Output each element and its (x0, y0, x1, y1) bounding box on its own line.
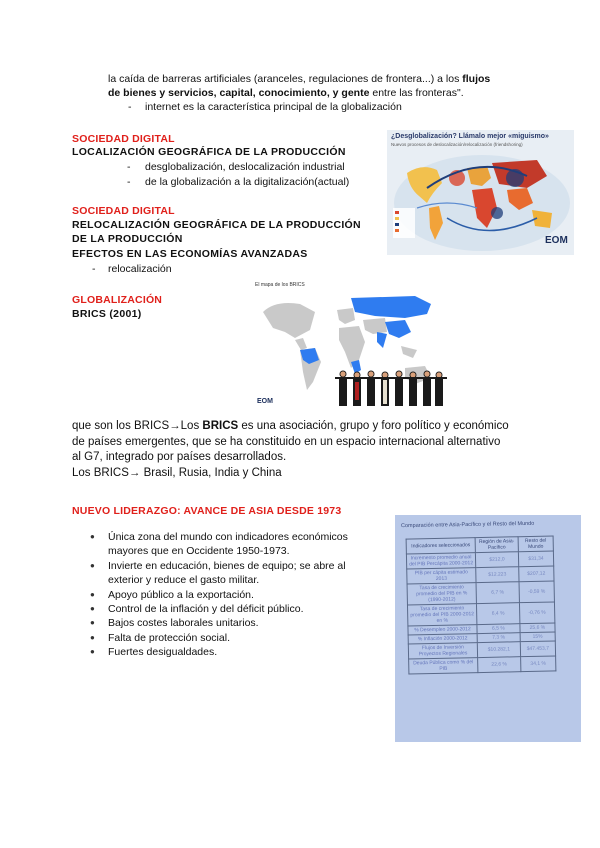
section2-item: relocalización (108, 263, 172, 275)
list-item: ● Bajos costes laborales unitarios. (90, 616, 380, 630)
brics-map (255, 282, 447, 410)
list-item: ● Falta de protección social. (90, 631, 380, 645)
table-cell: -0,76 % (519, 602, 555, 624)
comparison-table (406, 535, 557, 674)
table-cell: Incremento promedio anual del PIB Percápita 2000-2012 (406, 553, 475, 569)
section1-item: desglobalización, deslocalización industrial (145, 161, 345, 173)
dash-marker: - (127, 176, 131, 188)
intro-bold: flujos (462, 73, 491, 85)
section1-item: de la globalización a la digitalización(actual) (145, 176, 350, 188)
table-cell: Tasa de crecimiento promedio del PIB 2000-2012 en % (407, 604, 476, 626)
table-cell: PIB per cápita estimado 2013 (407, 568, 476, 584)
table-cell: 6,7 % (476, 582, 519, 604)
brics-line-3: al G7, integrado por países desarrollados. (72, 451, 287, 464)
table-header: Región de Asia-Pacífico (475, 537, 518, 553)
table-cell: % Inflación 2000-2012 (408, 634, 477, 644)
table-cell: $12.223 (476, 567, 519, 583)
section4-tag: NUEVO LIDERAZGO: AVANCE DE ASIA DESDE 1973 (72, 505, 342, 517)
intro-text: la caída de barreras artificiales (aranceles, regulaciones de frontera...) a los (108, 73, 463, 85)
table-cell: $212,0 (475, 552, 518, 568)
list-item: ● Invierte en educación, bienes de equipo; se abre al exterior y reduce el gasto militar. (90, 559, 380, 588)
table-cell: -0,59 % (519, 581, 555, 603)
table-cell: 34,1 % (520, 656, 555, 672)
map1-logo: EOM (545, 235, 568, 246)
section1-tag: SOCIEDAD DIGITAL (72, 133, 175, 145)
brics-line-4: Los BRICS→ Brasil, Rusia, India y China (72, 466, 282, 479)
dash-marker: - (128, 101, 132, 113)
brics-line-1 (72, 419, 522, 435)
intro-text-2: entre las fronteras". (369, 87, 464, 99)
table-cell: $47.453,7 (520, 641, 555, 657)
list-item: ● Única zona del mundo con indicadores económicos mayores que en Occidente 1950-1973. (90, 530, 380, 559)
table-cell: 7,3 % (477, 633, 520, 643)
intro-line-1 (108, 73, 528, 86)
table-cell: Tasa de crecimiento promedio del PIB en % (1990-2012) (407, 583, 476, 605)
section2-heading-3: EFECTOS EN LAS ECONOMÍAS AVANZADAS (72, 248, 308, 260)
table-cell: 22,6 % (478, 657, 521, 673)
section2-heading-2: DE LA PRODUCCIÓN (72, 233, 183, 245)
table-cell: $31,34 (518, 551, 553, 567)
table-cell: $10.282,1 (477, 642, 520, 658)
table-cell: Flujos de Inversión Proyectos Regionales (408, 643, 477, 659)
brics-text: es una asociación, grupo y foro político y económico (238, 420, 509, 432)
section3-heading: BRICS (2001) (72, 308, 142, 320)
section1-heading: LOCALIZACIÓN GEOGRÁFICA DE LA PRODUCCIÓN (72, 146, 346, 158)
brics-leaders-photo (335, 366, 447, 408)
brics-paragraph (72, 419, 522, 481)
list-item: ● Apoyo público a la exportación. (90, 588, 380, 602)
asia-bullet-list (90, 530, 380, 660)
intro-bullet: internet es la característica principal de la globalización (145, 101, 402, 113)
table-cell: % Desempleo 2000-2012 (408, 625, 477, 635)
brics-bold: BRICS (202, 420, 239, 432)
table-cell: 6,5 % (477, 624, 520, 634)
dash-marker: - (127, 161, 131, 173)
table-header: Resto del Mundo (518, 536, 553, 552)
section2-heading-1: RELOCALIZACIÓN GEOGRÁFICA DE LA PRODUCCIÓN (72, 219, 361, 231)
table-row (409, 656, 556, 674)
intro-line-2 (108, 87, 538, 100)
map2-logo: EOM (257, 398, 273, 405)
table-title: Comparación entre Asia-Pacífico y el Resto del Mundo (400, 520, 535, 530)
map1-title: ¿Desglobalización? Llámalo mejor «miguismo» (391, 133, 549, 140)
table-cell: Deuda Pública como % del PIB (409, 658, 478, 674)
brics-text: que son los BRICS→Los (72, 420, 203, 432)
table-cell: 6,4 % (476, 603, 519, 625)
table-cell: $207,12 (519, 566, 554, 582)
map1-subtitle: Nuevos procesos de deslocalización/relocalización (friendshoring) (391, 142, 523, 147)
table-cell: 15% (520, 632, 555, 642)
section2-tag: SOCIEDAD DIGITAL (72, 205, 175, 217)
dash-marker: - (92, 263, 96, 275)
list-item: ● Control de la inflación y del déficit público. (90, 602, 380, 616)
deglobalization-map (387, 130, 574, 255)
list-item: ● Fuertes desigualdades. (90, 645, 380, 659)
section3-tag: GLOBALIZACIÓN (72, 294, 163, 306)
brics-line-2: de países emergentes, que se ha constituido en un espacio internacional alternativo (72, 435, 501, 448)
map2-title: El mapa de los BRICS (255, 282, 305, 288)
table-header: Indicadores seleccionados (406, 538, 475, 554)
table-cell: 25,6 % (520, 623, 555, 633)
intro-bold-2: de bienes y servicios, capital, conocimiento, y gente (108, 87, 370, 99)
asia-comparison-table-photo (395, 515, 581, 742)
